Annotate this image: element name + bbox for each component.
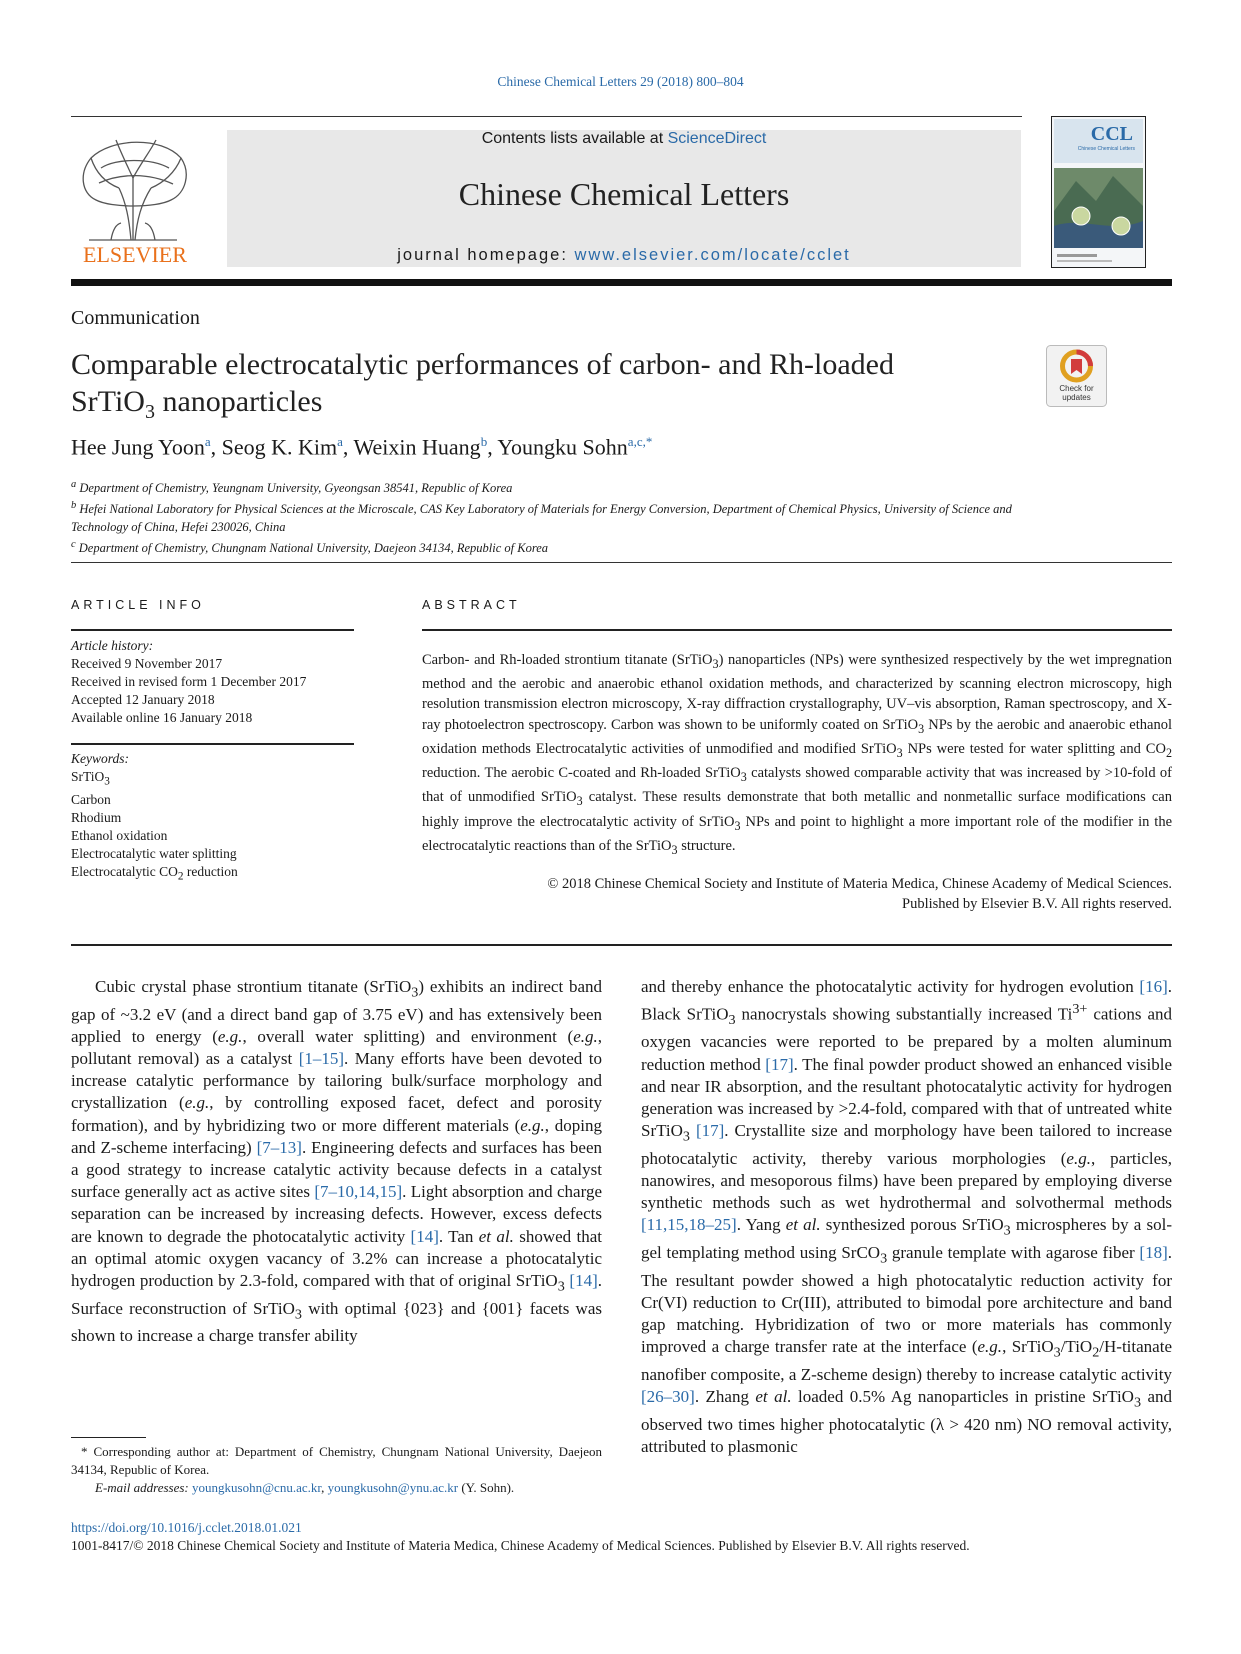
citation-link[interactable]: [17] — [695, 1121, 725, 1141]
body-column-right: and thereby enhance the photocatalytic activity for hydrogen evolution [16]. Black SrTiO$_3$ nanocrystals showing substantially increased $Ti^{3+}$ cations and oxygen vacancies were reported to be prepared by a molten aluminum reduction method [17]. The final powder product showed an enhanced visible and near IR absorption, and the resultant photocatalytic activity for hydrogen generation was increased by >2.4-fold, compared with that of untreated white SrTiO$_3$ [17]. Crystallite size and morphology have been tailored to increase photocatalytic activity, thereby various morphologies (e.g., particles, nanowires, and mesoporous films) have been prepared by employing diverse synthetic methods such as wet hydrothermal and solvothermal methods [11,15,18–25]. Yang et al. synthesized porous SrTiO$_3$ microspheres by a sol-gel templating method using SrCO$_3$ granule template with agarose fiber [18]. The resultant powder showed a high photocatalytic reduction activity for Cr(VI) reduction to Cr(III), attributed to bimodal pore architecture and band gap matching. Hybridization of two or more materials has commonly improved a charge transfer rate at the interface (e.g., SrTiO$_3$/TiO$_2$/H-titanate nanofiber composite, a Z-scheme design) thereby to increase catalytic activity [26–30]. Zhang et al. loaded 0.5% Ag nanoparticles in pristine SrTiO$_3$ and observed two times higher photocatalytic (λ > 420 nm) NO removal activity, attributed to plasmonic — [641, 977, 1173, 1456]
affiliation: $^a$ Department of Chemistry, Yeungnam University, Gyeongsan 38541, Republic of Korea — [71, 479, 513, 496]
check-for-updates-badge[interactable] — [1046, 345, 1107, 407]
author: Seog K. Kim — [221, 434, 338, 460]
header-thick-rule — [71, 279, 1172, 286]
footnote-emails: E-mail addresses: youngkusohn@cnu.ac.kr, youngkusohn@ynu.ac.kr (Y. Sohn). — [95, 1480, 515, 1495]
abstract-copyright — [422, 874, 1172, 914]
copyright-line: © 2018 Chinese Chemical Society and Institute of Materia Medica, Chinese Academy of Medical Sciences. — [547, 876, 1172, 892]
sciencedirect-link[interactable]: ScienceDirect — [667, 130, 767, 147]
top-rule — [71, 116, 1022, 117]
keywords-label: Keywords: — [71, 751, 129, 766]
keyword: Rhodium — [71, 809, 122, 825]
citation-link[interactable]: [11,15,18–25] — [641, 1215, 737, 1235]
corresponding-author-footnote — [71, 1443, 602, 1497]
citation-link[interactable]: [14] — [410, 1226, 439, 1246]
citation-link[interactable]: [7–10,14,15] — [314, 1182, 403, 1202]
author: Youngku Sohn — [497, 434, 628, 460]
doi-link[interactable]: https://doi.org/10.1016/j.cclet.2018.01.021 — [71, 1520, 302, 1535]
svg-text:updates: updates — [1062, 393, 1091, 402]
keyword: Ethanol oxidation — [71, 827, 168, 843]
journal-reference[interactable]: Chinese Chemical Letters 29 (2018) 800–804 — [497, 74, 744, 89]
keyword: Carbon — [71, 791, 111, 807]
keywords — [71, 750, 361, 885]
footnote-rule — [71, 1437, 146, 1438]
article-history — [71, 637, 361, 727]
history-entry: Available online 16 January 2018 — [71, 710, 253, 725]
email-link[interactable]: youngkusohn@ynu.ac.kr — [327, 1480, 459, 1495]
email-link[interactable]: youngkusohn@cnu.ac.kr — [192, 1480, 322, 1495]
affiliation: $^c$ Department of Chemistry, Chungnam National University, Daejeon 34134, Republic of Korea — [71, 539, 549, 556]
footnote-corresponding: * Corresponding author at: Department of Chemistry, Chungnam National University, Daejeon 34134, Republic of Korea. — [71, 1444, 602, 1477]
citation-link[interactable]: [26–30] — [641, 1387, 695, 1407]
copyright-line: Published by Elsevier B.V. All rights reserved. — [902, 896, 1172, 912]
author-affiliation-link[interactable]: a — [204, 434, 211, 449]
history-entry: Accepted 12 January 2018 — [71, 692, 215, 707]
title-line-1: Comparable electrocatalytic performances of carbon- and Rh-loaded — [71, 348, 894, 381]
citation-link[interactable]: [14] — [569, 1271, 598, 1291]
article-title — [71, 346, 1031, 431]
contents-prefix: Contents lists available at — [481, 130, 668, 147]
affiliation: $^b$ Hefei National Laboratory for Physical Sciences at the Microscale, CAS Key Laboratory of Materials for Energy Conversion, Department of Chemical Physics, University of Science and Technology of China, Hefei 230026, China — [71, 500, 1012, 535]
citation-link[interactable]: [17] — [765, 1054, 794, 1074]
abstract-rule — [422, 629, 1172, 631]
abstract-text: Carbon- and Rh-loaded strontium titanate (SrTiO$_3$) nanoparticles (NPs) were synthesized respectively by the wet impregnation method and the aerobic and anaerobic ethanol oxidation methods, and characterized by scanning electron microscopy, high resolution transmission electron microscopy, X-ray diffraction crystallography, UV–vis absorption, Raman spectroscopy, and X-ray photoelectron spectroscopy. Carbon was shown to be uniformly coated on SrTiO$_3$ NPs by the aerobic and anaerobic ethanol oxidation methods Electrocatalytic activities of unmodified and modified SrTiO$_3$ NPs were tested for water splitting and $CO_2$ reduction. The aerobic C-coated and Rh-loaded SrTiO$_3$ catalysts showed comparable activity that was increased by >10-fold of that of unmodified SrTiO$_3$ catalyst. These results demonstrate that both metallic and nonmetallic surface modifications can highly improve the electrocatalytic activity of SrTiO$_3$ NPs and point to highlight a more important role of the modifier in the electrocatalytic reactions than of the SrTiO$_3$ structure. — [422, 652, 1173, 857]
title-line-2: SrTiO$_3$ nanoparticles — [71, 385, 323, 423]
keyword: Electrocatalytic $CO_2$ reduction — [71, 863, 238, 883]
citation-link[interactable]: [7–13] — [256, 1137, 302, 1157]
journal-name: Chinese Chemical Letters — [458, 176, 790, 212]
keyword: Electrocatalytic water splitting — [71, 845, 237, 861]
history-entry: Received 9 November 2017 — [71, 656, 223, 671]
homepage-link[interactable]: www.elsevier.com/locate/cclet — [574, 246, 851, 264]
author-affiliation-link[interactable]: a — [337, 434, 343, 449]
author: Weixin Huang — [353, 434, 481, 460]
svg-text:Check for: Check for — [1059, 384, 1094, 393]
history-label: Article history: — [71, 638, 154, 653]
author-list: Hee Jung Yoon$^a$, Seog K. Kim$^a$, Weixin Huang$^b$, Youngku Sohn$^{a,c,*}$ — [71, 434, 653, 460]
journal-homepage — [227, 246, 1021, 265]
article-type: Communication — [71, 307, 200, 329]
author-affiliation-link[interactable]: b — [480, 434, 488, 449]
keywords-rule — [71, 743, 354, 745]
elsevier-logo — [71, 128, 199, 270]
abstract-heading: ABSTRACT — [422, 598, 521, 612]
author: Hee Jung Yoon — [71, 434, 205, 460]
citation-link[interactable]: [18] — [1139, 1243, 1168, 1263]
citation-link[interactable]: [1–15] — [298, 1049, 345, 1068]
svg-text:ELSEVIER: ELSEVIER — [83, 242, 187, 267]
author-affiliation-link[interactable]: a,c,* — [627, 434, 653, 449]
homepage-prefix: journal homepage: — [397, 246, 575, 264]
article-info-heading: ARTICLE INFO — [71, 598, 205, 612]
keyword: SrTiO$_3$ — [71, 769, 110, 788]
affiliation-rule — [71, 562, 1172, 563]
svg-text:CCL: CCL — [1090, 123, 1133, 145]
issn-copyright: 1001-8417/© 2018 Chinese Chemical Society and Institute of Materia Medica, Chinese Academy of Medical Sciences. Published by Elsevier B.V. All rights reserved. — [71, 1538, 970, 1553]
history-entry: Received in revised form 1 December 2017 — [71, 674, 307, 689]
journal-cover-image — [1051, 116, 1146, 268]
citation-link[interactable]: [16] — [1139, 977, 1168, 996]
body-column-left: Cubic crystal phase strontium titanate (SrTiO$_3$) exhibits an indirect band gap of ~3.2 eV (and a direct band gap of 3.75 eV) and has extensively been applied to energy (e.g., overall water splitting) and environment (e.g., pollutant removal) as a catalyst [1–15]. Many efforts have been devoted to increase catalytic performance by tailoring bulk/surface morphology and crystallization (e.g., by controlling exposed facet, defect and porosity formation), and by hybridizing two or more different materials (e.g., doping and Z-scheme interfacing) [7–13]. Engineering defects and surfaces has been a good strategy to increase catalytic activity because defects in a catalyst surface generally act as active sites [7–10,14,15]. Light absorption and charge separation can be increased by increasing defects. However, excess defects are known to degrade the photocatalytic activity [14]. Tan et al. showed that an optimal atomic oxygen vacancy of 3.2% can increase a photocatalytic hydrogen production by 2.3-fold, compared with that of original SrTiO$_3$ [14]. Surface reconstruction of SrTiO$_3$ with optimal {023} and {001} facets was shown to increase a charge transfer ability — [71, 977, 603, 1346]
article-info-rule — [71, 629, 354, 631]
affiliations — [71, 476, 1031, 557]
svg-text:Chinese Chemical Letters: Chinese Chemical Letters — [1077, 146, 1135, 152]
contents-line — [227, 130, 1021, 148]
body-rule — [71, 944, 1172, 946]
